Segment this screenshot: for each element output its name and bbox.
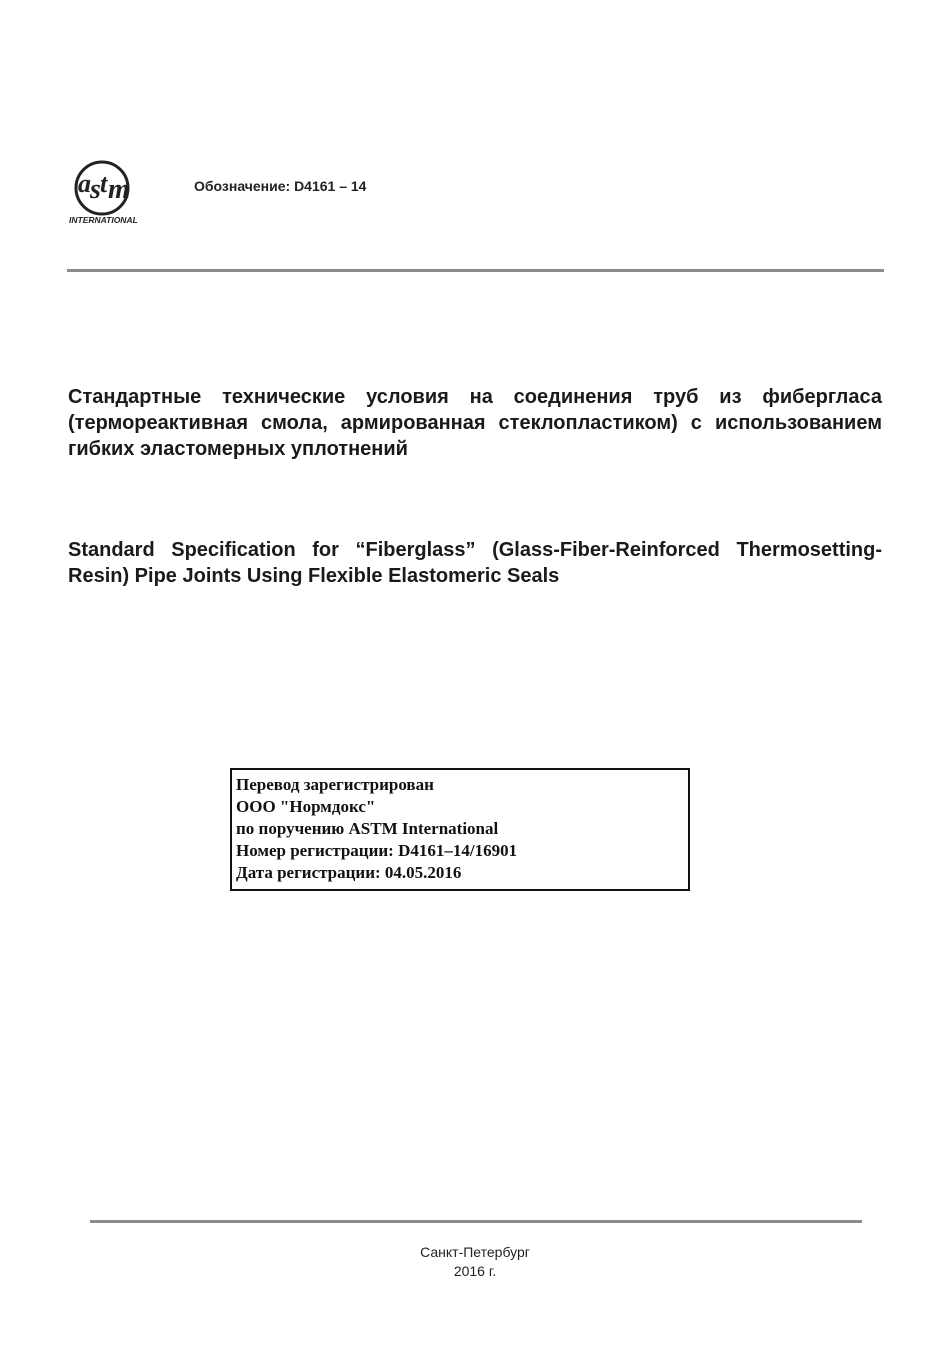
astm-logo-icon	[66, 158, 142, 228]
registration-line: по поручению ASTM International	[236, 819, 499, 838]
title-russian: Стандартные технические условия на соединения труб из фибергласа (термореактивная смола, армированная стеклопластиком) с использованием гибких эластомерных уплотнений	[68, 386, 882, 460]
svg-text:m: m	[108, 174, 130, 205]
registration-date: Дата регистрации: 04.05.2016	[236, 863, 462, 882]
footer-year: 2016 г.	[453, 1263, 497, 1279]
svg-text:s: s	[90, 174, 101, 205]
svg-text:a: a	[78, 169, 91, 198]
registration-number: Номер регистрации: D4161–14/16901	[236, 841, 518, 860]
top-divider	[67, 269, 884, 272]
bottom-divider	[90, 1220, 862, 1223]
svg-text:t: t	[100, 169, 108, 198]
registration-line: Перевод зарегистрирован	[236, 775, 434, 794]
footer-city: Санкт-Петербург	[420, 1244, 530, 1260]
title-english: Standard Specification for “Fiberglass” (Glass-Fiber-Reinforced Thermosetting-Resin) Pipe Joints Using Flexible Elastomeric Seals	[68, 539, 882, 587]
registration-box	[230, 768, 690, 891]
designation: Обозначение: D4161 – 14	[194, 178, 367, 194]
svg-text:INTERNATIONAL: INTERNATIONAL	[69, 215, 138, 225]
registration-line: ООО "Нормдокс"	[236, 797, 376, 816]
